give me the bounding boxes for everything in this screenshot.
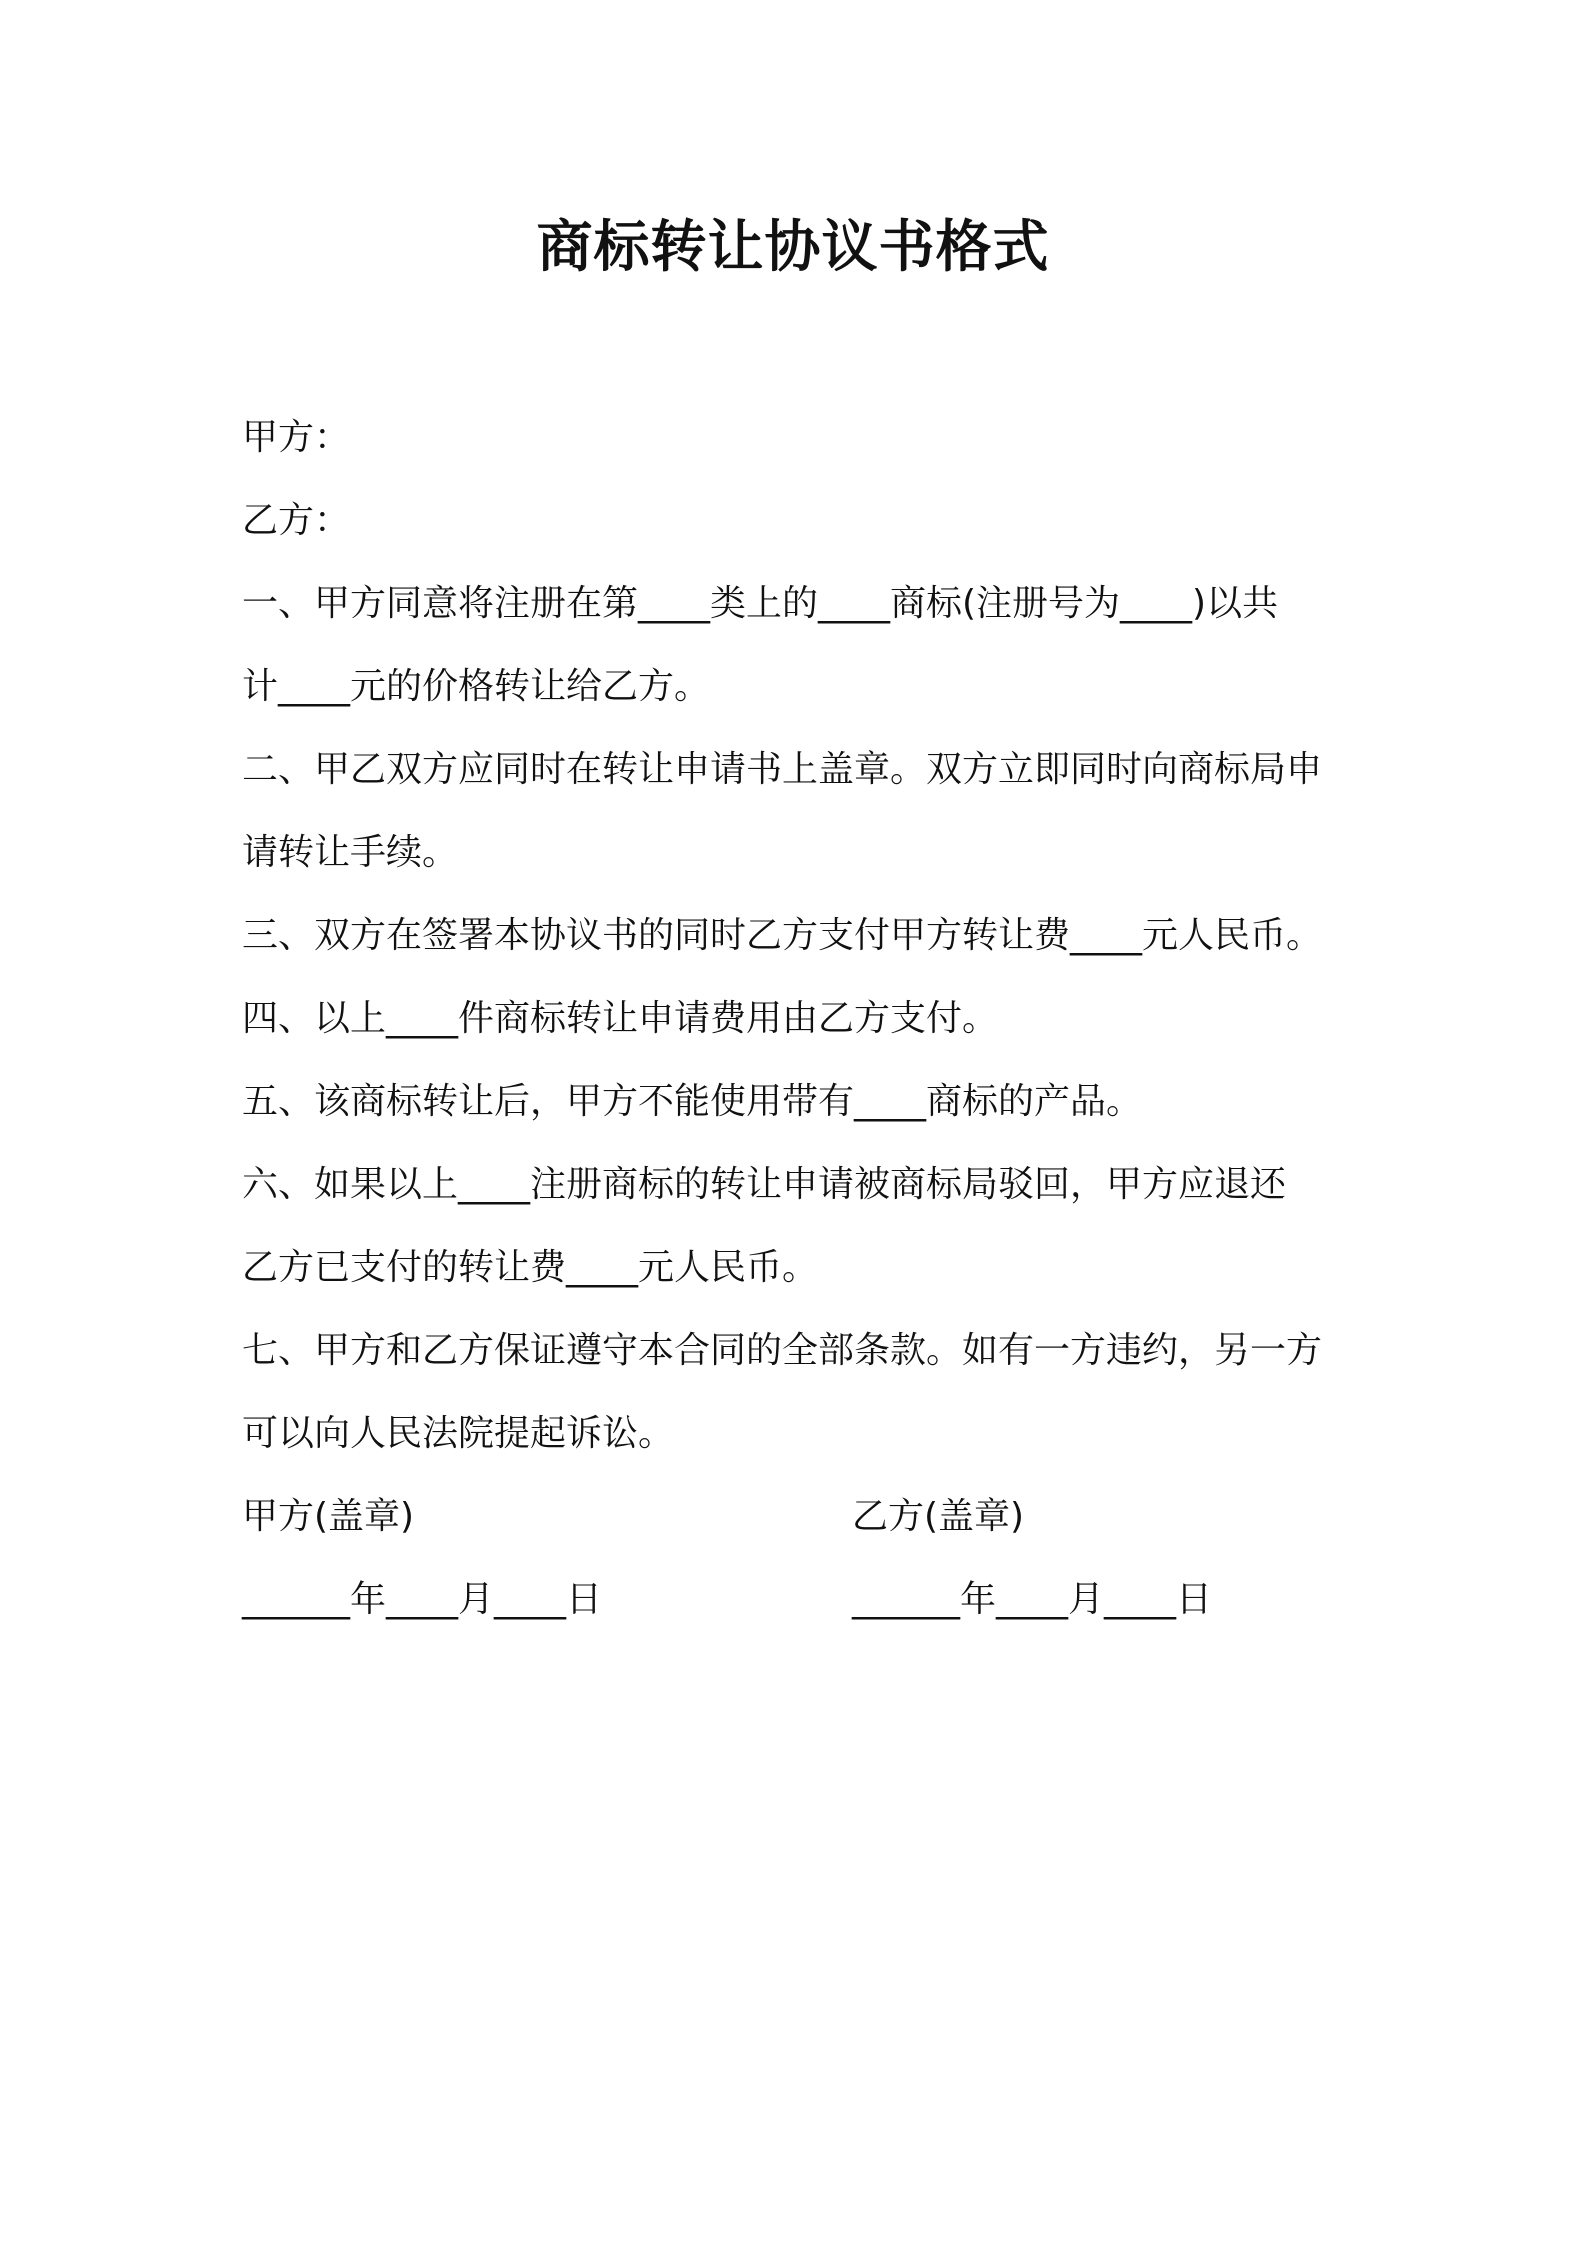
party-a-seal-label: 甲方(盖章) (242, 1496, 415, 1537)
clause-7-line-2: 可以向人民法院提起诉讼。 (242, 1413, 675, 1454)
clause-5-line-1: 五、该商标转让后，甲方不能使用带有____商标的产品。 (242, 1081, 1143, 1122)
party-a-date-line: ______年____月____日 (242, 1579, 602, 1620)
clause-7-line-1: 七、甲方和乙方保证遵守本合同的全部条款。如有一方违约，另一方 (242, 1330, 1323, 1371)
clause-6-line-1: 六、如果以上____注册商标的转让申请被商标局驳回，甲方应退还 (242, 1164, 1287, 1205)
clause-1-line-1: 一、甲方同意将注册在第____类上的____商标(注册号为____)以共 (242, 583, 1279, 624)
clause-4-line-1: 四、以上____件商标转让申请费用由乙方支付。 (242, 998, 999, 1039)
party-b-label: 乙方： (242, 500, 351, 541)
party-b-date-line: ______年____月____日 (852, 1579, 1212, 1620)
clause-1-line-2: 计____元的价格转让给乙方。 (242, 666, 711, 707)
party-b-seal-label: 乙方(盖章) (852, 1496, 1025, 1537)
document-title: 商标转让协议书格式 (536, 215, 1050, 280)
clause-2-line-1: 二、甲乙双方应同时在转让申请书上盖章。双方立即同时向商标局申 (242, 749, 1323, 790)
clause-2-line-2: 请转让手续。 (242, 832, 459, 873)
party-a-label: 甲方： (242, 417, 351, 458)
clause-6-line-2: 乙方已支付的转让费____元人民币。 (242, 1247, 819, 1288)
clause-3-line-1: 三、双方在签署本协议书的同时乙方支付甲方转让费____元人民币。 (242, 915, 1323, 956)
